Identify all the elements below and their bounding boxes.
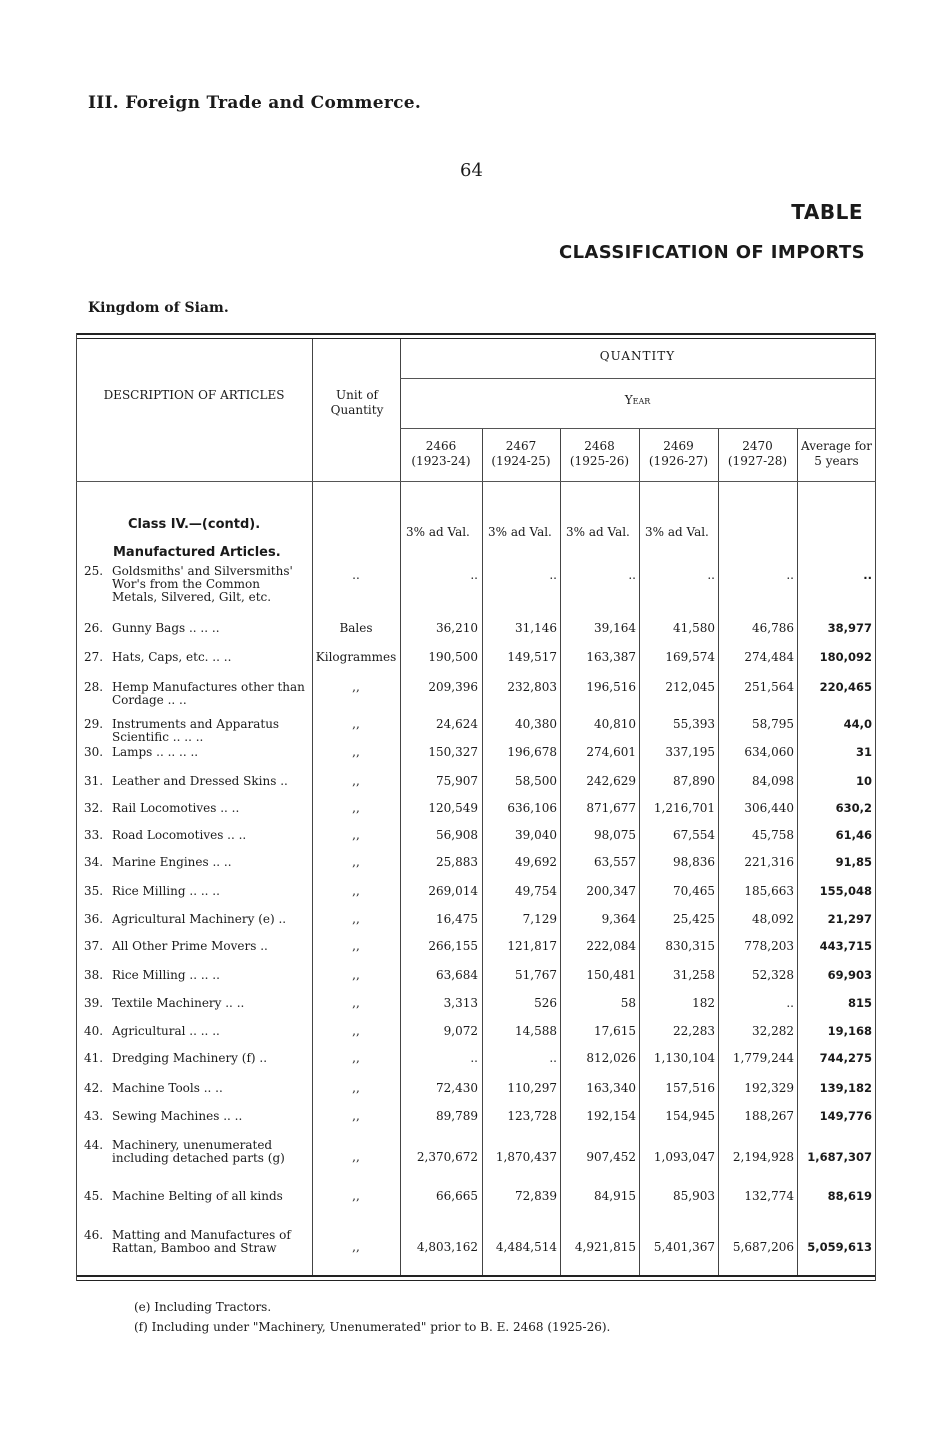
row-value-4: 1,779,244: [732, 1051, 794, 1065]
row-unit: ,,: [352, 884, 360, 898]
row-value-4: 306,440: [744, 801, 794, 815]
row-average: 139,182: [819, 1081, 872, 1095]
row-value-4: 188,267: [744, 1109, 794, 1123]
row-value-3: ..: [707, 568, 715, 582]
row-unit: ,,: [352, 1051, 360, 1065]
section-title: III. Foreign Trade and Commerce.: [88, 93, 422, 113]
row-average: 10: [855, 774, 872, 788]
row-average: 21,297: [827, 912, 872, 926]
row-unit: ,,: [352, 1109, 360, 1123]
row-value-2: 84,915: [594, 1189, 636, 1203]
row-value-1: 110,297: [507, 1081, 557, 1095]
row-value-2: 4,921,815: [574, 1240, 636, 1254]
row-number: 36.: [84, 912, 104, 926]
row-value-1: 40,380: [515, 717, 557, 731]
ad-val-label-1: 3% ad Val.: [488, 525, 552, 539]
row-average: 630,2: [835, 801, 872, 815]
row-value-3: 1,093,047: [653, 1150, 715, 1164]
row-value-3: 169,574: [665, 650, 715, 664]
row-description: [84, 1190, 312, 1203]
page-number: 64: [460, 160, 483, 181]
row-average: 220,465: [819, 680, 872, 694]
row-value-4: 778,203: [744, 939, 794, 953]
row-value-4: 221,316: [744, 855, 794, 869]
row-value-4: 274,484: [744, 650, 794, 664]
footnote-f: (f) Including under "Machinery, Unenumerated" prior to B. E. 2468 (1925-26).: [134, 1320, 611, 1334]
year-be: 2468: [584, 439, 615, 453]
row-description: [84, 969, 312, 982]
row-value-0: 25,883: [436, 855, 478, 869]
row-value-0: 3,313: [443, 996, 478, 1010]
row-value-4: 634,060: [744, 745, 794, 759]
row-value-1: 39,040: [515, 828, 557, 842]
row-description: [84, 1052, 312, 1065]
row-value-1: 149,517: [507, 650, 557, 664]
row-value-2: 17,615: [594, 1024, 636, 1038]
row-value-0: 16,475: [436, 912, 478, 926]
row-value-2: 163,387: [586, 650, 636, 664]
row-description: [84, 681, 312, 707]
row-text: All Other Prime Movers ..: [112, 939, 268, 953]
row-value-3: 154,945: [665, 1109, 715, 1123]
row-text: Leather and Dressed Skins ..: [112, 774, 288, 788]
footnote-e: (e) Including Tractors.: [134, 1300, 272, 1314]
row-average: 69,903: [827, 968, 872, 982]
row-description: [84, 746, 312, 759]
row-number: 28.: [84, 680, 104, 694]
row-value-4: 48,092: [752, 912, 794, 926]
row-text: Dredging Machinery (f) ..: [112, 1051, 268, 1065]
row-value-2: 40,810: [594, 717, 636, 731]
row-value-1: 31,146: [515, 621, 557, 635]
header-year-2: [560, 439, 639, 469]
row-number: 32.: [84, 801, 104, 815]
row-description: [84, 802, 312, 815]
row-text: Machine Tools .. ..: [112, 1081, 223, 1095]
row-value-4: 58,795: [752, 717, 794, 731]
row-value-2: 200,347: [586, 884, 636, 898]
row-text: Rail Locomotives .. ..: [112, 801, 240, 815]
row-text: Sewing Machines .. ..: [112, 1109, 243, 1123]
row-value-2: 196,516: [586, 680, 636, 694]
row-value-3: 1,216,701: [653, 801, 715, 815]
row-value-3: 157,516: [665, 1081, 715, 1095]
ad-val-label-0: 3% ad Val.: [406, 525, 470, 539]
row-value-0: 9,072: [443, 1024, 478, 1038]
row-unit: ,,: [352, 828, 360, 842]
row-average: 815: [847, 996, 872, 1010]
row-unit: ,,: [352, 680, 360, 694]
row-unit: ,,: [352, 968, 360, 982]
row-average: ..: [863, 568, 872, 582]
row-value-1: 636,106: [507, 801, 557, 815]
row-value-0: 89,789: [436, 1109, 478, 1123]
row-value-1: 72,839: [515, 1189, 557, 1203]
row-unit: ,,: [352, 939, 360, 953]
row-average: 88,619: [827, 1189, 872, 1203]
row-number: 33.: [84, 828, 104, 842]
row-value-3: 5,401,367: [653, 1240, 715, 1254]
row-unit: ,,: [352, 855, 360, 869]
row-value-2: 63,557: [594, 855, 636, 869]
row-number: 26.: [84, 621, 104, 635]
row-text: Machinery, unenumerated including detached parts (g): [112, 1138, 285, 1165]
row-number: 39.: [84, 996, 104, 1010]
row-average: 61,46: [835, 828, 872, 842]
ad-val-label-3: 3% ad Val.: [645, 525, 709, 539]
row-description: [84, 856, 312, 869]
row-value-3: 212,045: [665, 680, 715, 694]
row-value-4: 192,329: [744, 1081, 794, 1095]
row-value-4: 32,282: [752, 1024, 794, 1038]
row-value-1: 1,870,437: [495, 1150, 557, 1164]
row-value-2: 39,164: [594, 621, 636, 635]
row-value-0: 36,210: [436, 621, 478, 635]
row-unit: ,,: [352, 1189, 360, 1203]
row-value-0: 75,907: [436, 774, 478, 788]
row-value-4: 52,328: [752, 968, 794, 982]
row-unit: ,,: [352, 801, 360, 815]
row-description: [84, 565, 312, 604]
row-description: [84, 1025, 312, 1038]
row-value-0: 269,014: [428, 884, 478, 898]
row-description: [84, 1229, 312, 1255]
row-description: [84, 651, 312, 664]
row-number: 25.: [84, 564, 104, 578]
row-value-2: 150,481: [586, 968, 636, 982]
row-value-3: 830,315: [665, 939, 715, 953]
row-value-3: 22,283: [673, 1024, 715, 1038]
row-unit: ..: [352, 568, 360, 582]
row-value-0: 56,908: [436, 828, 478, 842]
row-average: 19,168: [827, 1024, 872, 1038]
year-be: 2467: [505, 439, 537, 453]
row-value-3: 70,465: [673, 884, 715, 898]
row-text: Road Locomotives .. ..: [112, 828, 247, 842]
row-value-4: 45,758: [752, 828, 794, 842]
row-value-0: ..: [470, 1051, 478, 1065]
header-description: DESCRIPTION OF ARTICLES: [103, 388, 285, 402]
header-year: Year: [624, 393, 651, 407]
row-average: 443,715: [819, 939, 872, 953]
row-unit: ,,: [352, 1240, 360, 1254]
row-value-2: 907,452: [586, 1150, 636, 1164]
row-number: 43.: [84, 1109, 104, 1123]
row-value-3: 182: [692, 996, 715, 1010]
row-description: [84, 718, 312, 744]
class-subheading: Manufactured Articles.: [113, 545, 281, 560]
row-value-3: 1,130,104: [653, 1051, 715, 1065]
row-text: Marine Engines .. ..: [112, 855, 232, 869]
row-text: Agricultural .. .. ..: [112, 1024, 220, 1038]
row-value-4: ..: [786, 996, 794, 1010]
row-text: Agricultural Machinery (e) ..: [112, 912, 287, 926]
row-number: 40.: [84, 1024, 104, 1038]
row-number: 27.: [84, 650, 104, 664]
row-number: 37.: [84, 939, 104, 953]
row-average: 31: [855, 745, 872, 759]
header-unit: Unit of Quantity: [330, 388, 384, 417]
year-ce: (1925-26): [569, 454, 630, 468]
row-number: 41.: [84, 1051, 104, 1065]
row-value-0: 72,430: [436, 1081, 478, 1095]
row-value-1: 58,500: [515, 774, 557, 788]
row-value-1: 49,754: [515, 884, 557, 898]
row-value-4: 185,663: [744, 884, 794, 898]
header-year-0: [400, 439, 482, 469]
row-unit: ,,: [352, 1150, 360, 1164]
row-description: [84, 622, 312, 635]
row-value-0: 209,396: [428, 680, 478, 694]
row-value-0: 4,803,162: [416, 1240, 478, 1254]
row-value-2: 242,629: [586, 774, 636, 788]
ad-val-label-2: 3% ad Val.: [566, 525, 630, 539]
row-value-4: 132,774: [744, 1189, 794, 1203]
row-average: 38,977: [827, 621, 872, 635]
header-year-1: [482, 439, 560, 469]
row-value-0: 190,500: [428, 650, 478, 664]
row-value-4: 2,194,928: [732, 1150, 794, 1164]
row-value-3: 67,554: [673, 828, 715, 842]
row-value-2: ..: [628, 568, 636, 582]
row-value-3: 337,195: [665, 745, 715, 759]
row-text: Textile Machinery .. ..: [112, 996, 245, 1010]
row-number: 34.: [84, 855, 104, 869]
row-value-1: 4,484,514: [495, 1240, 557, 1254]
row-text: Goldsmiths' and Silversmiths' Wor'‍s from the Common Metals, Silvered, Gilt, etc.: [112, 564, 293, 604]
row-value-1: 51,767: [515, 968, 557, 982]
row-number: 35.: [84, 884, 104, 898]
row-value-1: 121,817: [507, 939, 557, 953]
kingdom-label: Kingdom of Siam.: [88, 300, 229, 316]
imports-table: [76, 333, 876, 1281]
row-description: [84, 1082, 312, 1095]
row-description: [84, 885, 312, 898]
row-value-1: 123,728: [507, 1109, 557, 1123]
row-unit: ,,: [352, 745, 360, 759]
row-value-0: 2,370,672: [416, 1150, 478, 1164]
row-unit: Bales: [339, 621, 373, 635]
row-text: Instruments and Apparatus Scientific .. .. ..: [112, 717, 280, 744]
year-ce: (1924-25): [491, 454, 551, 468]
row-unit: ,,: [352, 774, 360, 788]
table-title: CLASSIFICATION OF IMPORTS: [558, 242, 865, 263]
header-year-3: [639, 439, 718, 469]
row-unit: ,,: [352, 717, 360, 731]
row-text: Matting and Manufactures of Rattan, Bamboo and Straw: [112, 1228, 291, 1255]
header-year-4: [718, 439, 797, 469]
row-text: Hats, Caps, etc. .. ..: [112, 650, 232, 664]
row-number: 31.: [84, 774, 104, 788]
row-number: 45.: [84, 1189, 104, 1203]
row-average: 1,687,307: [807, 1150, 872, 1164]
row-number: 46.: [84, 1228, 104, 1242]
row-average: 155,048: [819, 884, 872, 898]
row-value-4: 5,687,206: [732, 1240, 794, 1254]
row-value-1: ..: [549, 568, 557, 582]
row-value-1: 526: [534, 996, 557, 1010]
row-value-1: 196,678: [507, 745, 557, 759]
row-value-4: ..: [786, 568, 794, 582]
row-average: 5,059,613: [807, 1240, 872, 1254]
year-be: 2470: [742, 439, 773, 453]
row-number: 30.: [84, 745, 104, 759]
row-value-2: 9,364: [601, 912, 636, 926]
row-value-0: 66,665: [436, 1189, 478, 1203]
row-value-3: 87,890: [673, 774, 715, 788]
row-unit: ,,: [352, 1081, 360, 1095]
row-value-0: 24,624: [436, 717, 478, 731]
row-average: 149,776: [819, 1109, 872, 1123]
row-value-3: 25,425: [673, 912, 715, 926]
row-value-0: 150,327: [428, 745, 478, 759]
row-value-3: 31,258: [673, 968, 715, 982]
row-value-4: 251,564: [744, 680, 794, 694]
row-value-3: 98,836: [673, 855, 715, 869]
row-value-0: 63,684: [436, 968, 478, 982]
year-ce: (1927-28): [727, 454, 788, 468]
row-value-0: ..: [470, 568, 478, 582]
year-be: 2466: [425, 439, 457, 453]
row-value-2: 98,075: [594, 828, 636, 842]
row-value-2: 58: [620, 996, 636, 1010]
row-average: 180,092: [819, 650, 872, 664]
row-text: Gunny Bags .. .. ..: [112, 621, 220, 635]
year-ce: (1926-27): [648, 454, 709, 468]
row-text: Machine Belting of all kinds: [112, 1189, 283, 1203]
row-value-2: 812,026: [586, 1051, 636, 1065]
row-value-2: 163,340: [586, 1081, 636, 1095]
row-value-3: 41,580: [673, 621, 715, 635]
row-description: [84, 940, 312, 953]
row-description: [84, 829, 312, 842]
row-number: 29.: [84, 717, 104, 731]
header-quantity: QUANTITY: [599, 349, 676, 363]
row-number: 38.: [84, 968, 104, 982]
row-number: 44.: [84, 1138, 104, 1152]
row-value-1: 49,692: [515, 855, 557, 869]
row-average: 44,0: [843, 717, 872, 731]
row-description: [84, 997, 312, 1010]
row-value-1: 14,588: [515, 1024, 557, 1038]
class-heading-block: [113, 511, 281, 567]
row-value-2: 192,154: [586, 1109, 636, 1123]
row-text: Rice Milling .. .. ..: [112, 968, 220, 982]
row-description: [84, 775, 312, 788]
row-description: [84, 1110, 312, 1123]
row-text: Hemp Manufactures other than Cordage .. ..: [112, 680, 305, 707]
header-average: Average for 5 years: [801, 439, 872, 468]
row-average: 91,85: [835, 855, 872, 869]
row-value-1: 232,803: [507, 680, 557, 694]
row-description: [84, 1139, 312, 1165]
row-unit: ,,: [352, 996, 360, 1010]
year-ce: (1923-24): [411, 454, 471, 468]
row-value-4: 46,786: [752, 621, 794, 635]
row-unit: Kilogrammes: [315, 650, 397, 664]
row-description: [84, 913, 312, 926]
row-value-2: 274,601: [586, 745, 636, 759]
row-value-0: 266,155: [428, 939, 478, 953]
row-value-3: 55,393: [673, 717, 715, 731]
row-value-3: 85,903: [673, 1189, 715, 1203]
row-value-1: 7,129: [522, 912, 557, 926]
row-value-2: 222,084: [586, 939, 636, 953]
row-text: Rice Milling .. .. ..: [112, 884, 220, 898]
class-heading: Class IV.—(contd).: [128, 517, 261, 532]
row-value-4: 84,098: [752, 774, 794, 788]
row-value-2: 871,677: [586, 801, 636, 815]
table-label: TABLE: [791, 200, 863, 224]
row-value-1: ..: [549, 1051, 557, 1065]
row-unit: ,,: [352, 912, 360, 926]
row-text: Lamps .. .. .. ..: [112, 745, 199, 759]
row-number: 42.: [84, 1081, 104, 1095]
row-unit: ,,: [352, 1024, 360, 1038]
row-average: 744,275: [819, 1051, 872, 1065]
row-value-0: 120,549: [428, 801, 478, 815]
year-be: 2469: [663, 439, 694, 453]
